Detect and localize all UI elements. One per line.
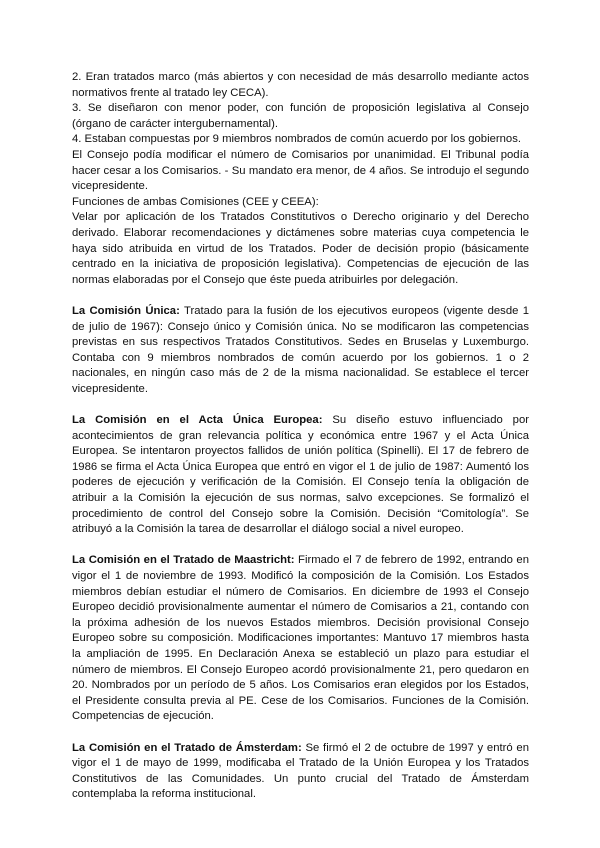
section-body: Su diseño estuvo influenciado por acontecimientos de gran relevancia política y económica entre 1967 y el Acta Única Europea. Se intentaron proyectos fallidos de unión política (Spinelli). El 17 de febrero de 1986 se firma el Acta Única Europea que entró en vigor el 1 de julio de 1987: Aumentó los poderes de ejecución y verificación de la Comisión. El Consejo tenía la obligación de atribuir a la Comisión la ejecución de sus normas, salvo excepciones. Se formalizó el procedimiento de control del Consejo sobre la Comisión. Decisión “Comitología”. Se atribuyó a la Comisión la tarea de desarrollar el diálogo social a nivel europeo.	[72, 414, 529, 536]
intro-paragraph: 2. Eran tratados marco (más abiertos y con necesidad de más desarrollo mediante actos normativos frente al tratado ley CECA).	[72, 71, 529, 99]
section-amsterdam	[72, 741, 529, 803]
section-maastricht	[72, 553, 529, 725]
document-page	[72, 70, 529, 803]
intro-paragraph: Funciones de ambas Comisiones (CEE y CEEA):	[72, 195, 319, 208]
section-body: Tratado para la fusión de los ejecutivos europeos (vigente desde 1 de julio de 1967): Consejo único y Comisión única. No se modificaron las competencias previstas en sus respectivos Tratados Constitutivos. Sedes en Bruselas y Luxemburgo. Contaba con 9 miembros nombrados de común acuerdo por los gobiernos. 1 o 2 nacionales, en ningún caso más de 2 de la misma nacionalidad. Se establece el tercer vicepresidente.	[72, 304, 530, 395]
section-comision-unica	[72, 304, 529, 398]
section-heading: La Comisión en el Acta Única Europea:	[72, 414, 323, 427]
section-heading: La Comisión en el Tratado de Ámsterdam:	[72, 741, 302, 754]
section-acta-unica	[72, 413, 529, 538]
intro-paragraph: El Consejo podía modificar el número de Comisarios por unanimidad. El Tribunal podía hacer cesar a los Comisarios. - Su mandato era menor, de 4 años. Se introdujo el segundo vicepresidente.	[72, 148, 529, 193]
intro-paragraph: Velar por aplicación de los Tratados Constitutivos o Derecho originario y del Derecho derivado. Elaborar recomendaciones y dictámenes sobre materias cuya competencia le haya sido atribuida en virtud de los Tratados. Poder de decisión propio (básicamente centrado en la iniciativa de proposición legislativa). Competencias de ejecución de las normas elaboradas por el Consejo que éste pueda atribuirles por delegación.	[72, 211, 529, 286]
intro-paragraph: 3. Se diseñaron con menor poder, con función de proposición legislativa al Consejo (órgano de carácter intergubernamental).	[72, 102, 529, 130]
section-body: Firmado el 7 de febrero de 1992, entrando en vigor el 1 de noviembre de 1993. Modificó la composición de la Comisión. Los Estados miembros debían estudiar el número de Comisarios. En diciembre de 1993 el Consejo Europeo decidió provisionalmente aumentar el número de Comisarios a 21, contando con la próxima adhesión de los nuevos Estados miembros. Decisión provisional Consejo Europeo sobre su composición. Modificaciones importantes: Mantuvo 17 miembros hasta la ampliación de 1995. En Declaración Anexa se estableció un plazo para estudiar el número de miembros. El Consejo Europeo acordó provisionalmente 21, pero quedaron en 20. Nombrados por un período de 5 años. Los Comisarios eran elegidos por los Estados, el Presidente consulta previa al PE. Cese de los Comisarios. Funciones de la Comisión. Competencias de ejecución.	[72, 554, 529, 723]
section-heading: La Comisión Única:	[72, 304, 180, 317]
section-heading: La Comisión en el Tratado de Maastricht:	[72, 554, 295, 567]
intro-paragraph: 4. Estaban compuestas por 9 miembros nombrados de común acuerdo por los gobiernos.	[72, 133, 521, 146]
section-body: Se firmó el 2 de octubre de 1997 y entró en vigor el 1 de mayo de 1999, modificaba el Tratado de la Unión Europea y los Tratados Constitutivos de las Comunidades. Un punto crucial del Tratado de Ámsterdam contemplaba la reforma institucional.	[72, 741, 529, 801]
